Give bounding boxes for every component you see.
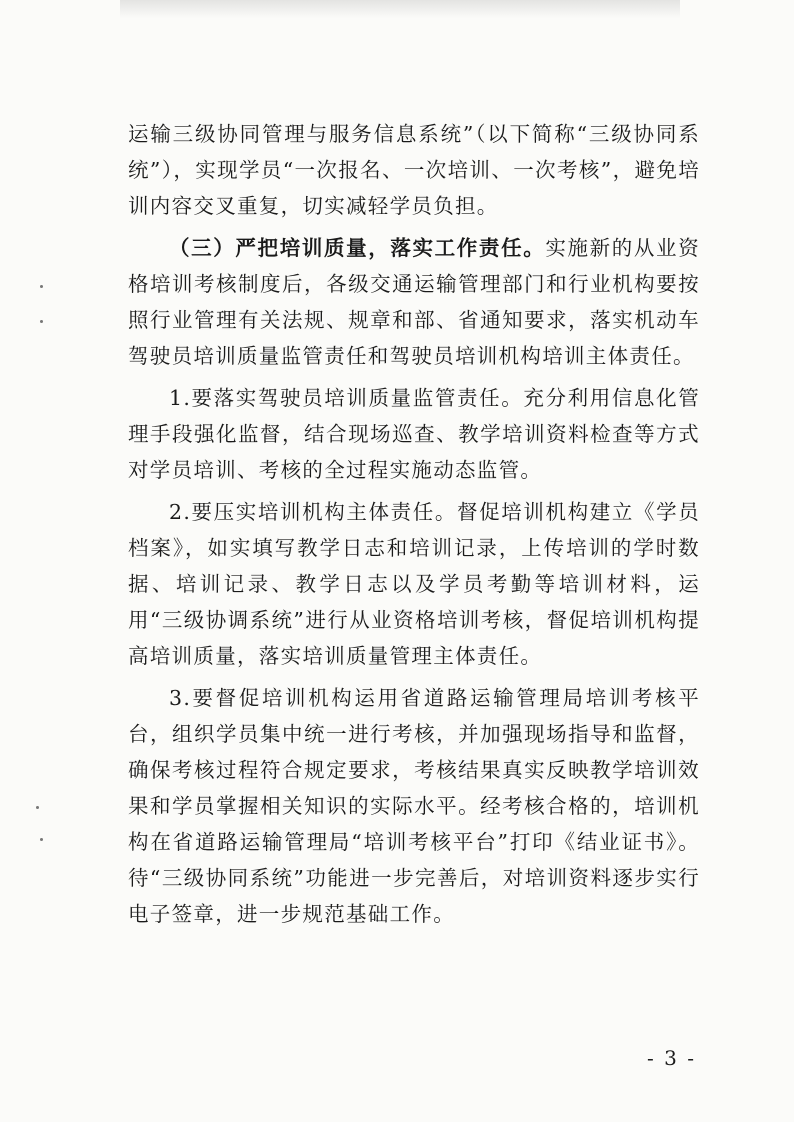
scan-speck (40, 285, 43, 288)
section-heading: （三）严把培训质量，落实工作责任。 (169, 236, 546, 260)
paragraph-text: 3.要督促培训机构运用省道路运输管理局培训考核平台，组织学员集中统一进行考核，并加强现场指导和监督，确保考核过程符合规定要求，考核结果真实反映教学培训效果和学员掌握相关知识的实际水平。经考核合格的，培训机构在省道路运输管理局“培训考核平台”打印《结业证书》。待“三级协同系统”功能进一步完善后，对培训资料逐步实行电子签章，进一步规范基础工作。 (128, 686, 700, 926)
scan-speck (36, 806, 39, 809)
scan-top-shadow (120, 0, 680, 18)
paragraph-text: 运输三级协同管理与服务信息系统”（以下简称“三级协同系统”），实现学员“一次报名、一次培训、一次考核”，避免培训内容交叉重复，切实减轻学员负担。 (128, 122, 700, 218)
paragraph-continued (128, 116, 700, 224)
paragraph-text: 1.要落实驾驶员培训质量监管责任。充分利用信息化管理手段强化监督，结合现场巡查、教学培训资料检查等方式对学员培训、考核的全过程实施动态监管。 (128, 386, 700, 482)
scan-speck (40, 320, 43, 323)
scan-speck (40, 838, 43, 841)
paragraph-item-2 (128, 494, 700, 674)
paragraph-text: 2.要压实培训机构主体责任。督促培训机构建立《学员档案》，如实填写教学日志和培训记录，上传培训的学时数据、培训记录、教学日志以及学员考勤等培训材料，运用“三级协调系统”进行从业资格培训考核，督促培训机构提高培训质量，落实培训质量管理主体责任。 (128, 500, 700, 668)
paragraph-text: 实施新的从业资格培训考核制度后，各级交通运输管理部门和行业机构要按照行业管理有关法规、规章和部、省通知要求，落实机动车驾驶员培训质量监管责任和驾驶员培训机构培训主体责任。 (128, 236, 700, 368)
page-number: - 3 - (647, 1046, 696, 1070)
paragraph-item-1 (128, 380, 700, 488)
document-body (128, 116, 700, 932)
paragraph-item-3 (128, 680, 700, 932)
paragraph-section-three (128, 230, 700, 374)
